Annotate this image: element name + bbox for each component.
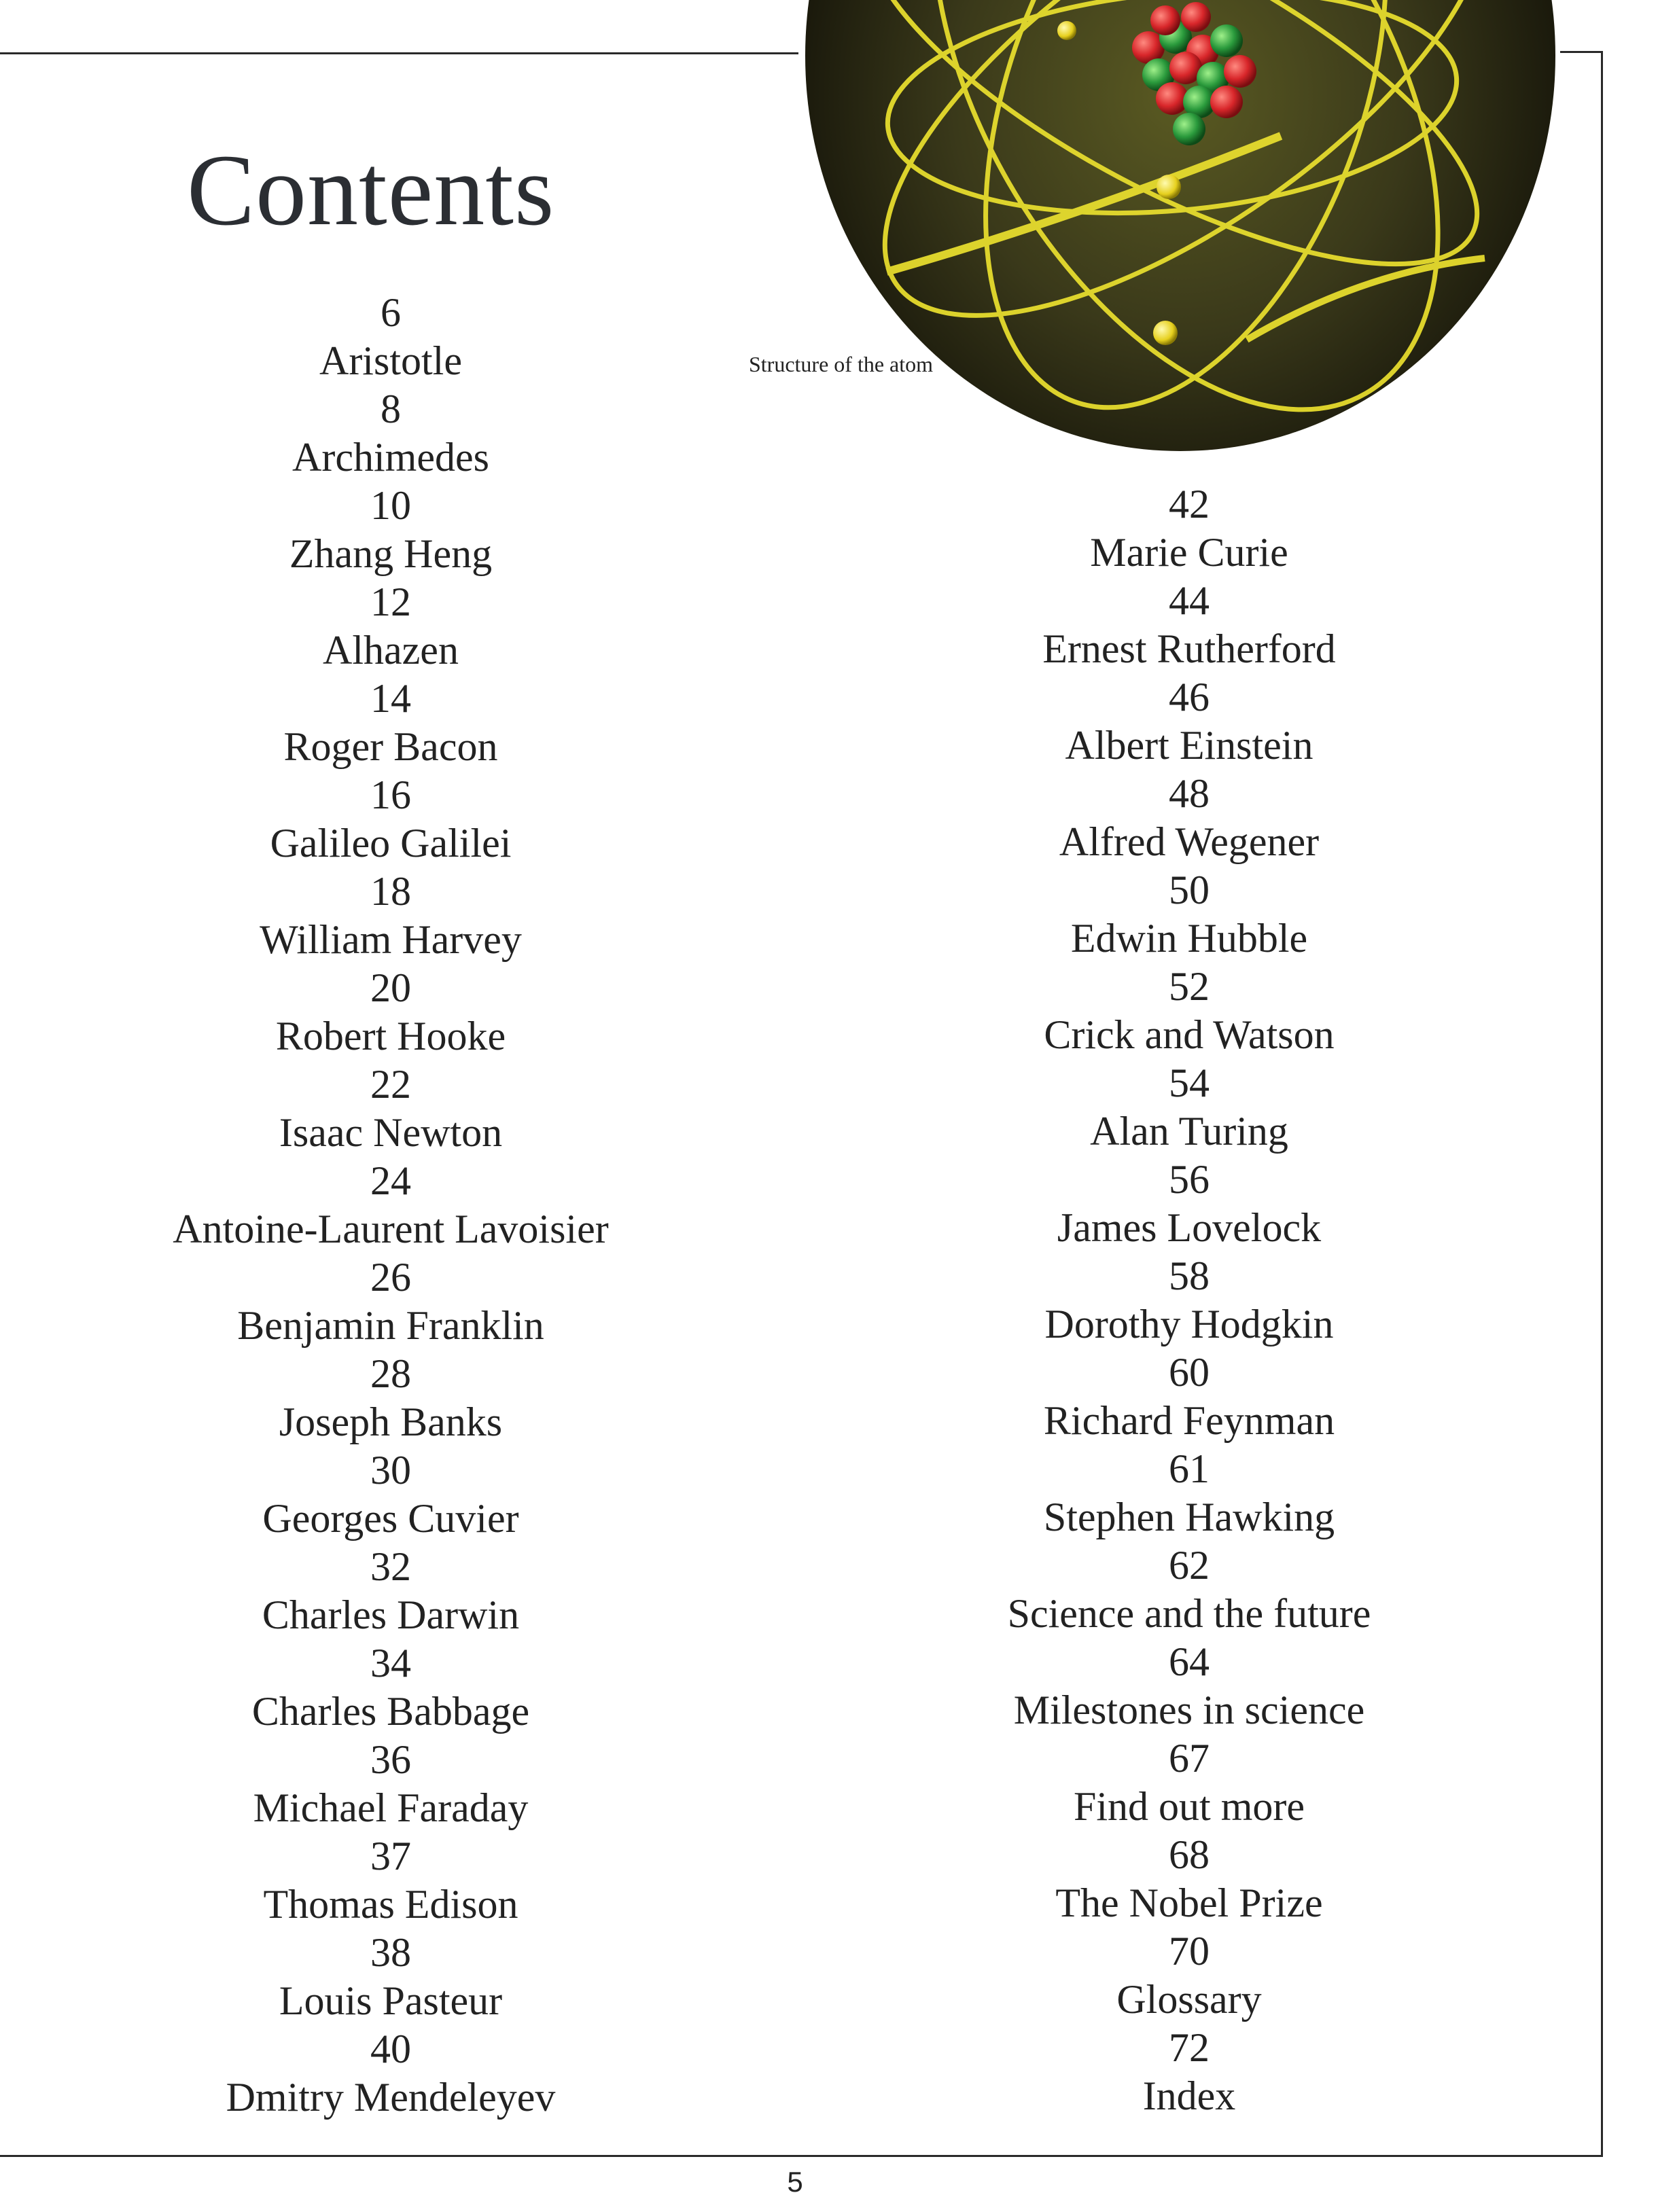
toc-page-number: 42 (1169, 482, 1210, 527)
toc-page-number: 40 (370, 2027, 411, 2071)
toc-entry[interactable] (68, 675, 713, 771)
toc-entry-title: Roger Bacon (283, 724, 498, 769)
toc-entry-title: Dmitry Mendeleyev (226, 2075, 556, 2120)
toc-page-number: 26 (370, 1255, 411, 1300)
toc-entry-title: Archimedes (292, 435, 489, 480)
toc-page-number: 64 (1169, 1639, 1210, 1684)
atom-illustration (805, 0, 1556, 452)
toc-entry[interactable] (68, 1350, 713, 1446)
toc-entry-title: Milestones in science (1013, 1688, 1365, 1732)
toc-entry[interactable] (951, 1059, 1427, 1156)
toc-page-number: 67 (1169, 1736, 1210, 1781)
toc-entry[interactable] (951, 866, 1427, 963)
toc-entry-title: Benjamin Franklin (237, 1303, 544, 1348)
toc-entry-title: James Lovelock (1057, 1205, 1322, 1250)
toc-page-number: 12 (370, 579, 411, 624)
toc-entry-title: Georges Cuvier (262, 1496, 519, 1541)
toc-entry[interactable] (951, 1638, 1427, 1734)
toc-entry-title: Galileo Galilei (270, 821, 512, 866)
toc-entry-title: Marie Curie (1090, 530, 1288, 575)
toc-page-number: 34 (370, 1641, 411, 1685)
toc-page-number: 68 (1169, 1832, 1210, 1877)
toc-entry-title: Charles Babbage (251, 1689, 530, 1734)
toc-entry-title: Isaac Newton (279, 1110, 503, 1155)
toc-page-number: 28 (370, 1351, 411, 1396)
toc-page-number: 54 (1169, 1060, 1210, 1105)
toc-entry[interactable] (68, 964, 713, 1060)
toc-entry[interactable] (951, 2024, 1427, 2120)
toc-entry-title: Alan Turing (1090, 1109, 1288, 1154)
toc-page-number: 50 (1169, 868, 1210, 912)
toc-entry[interactable] (951, 673, 1427, 770)
toc-entry[interactable] (68, 1060, 713, 1157)
toc-page-number: 58 (1169, 1253, 1210, 1298)
toc-page-number: 38 (370, 1930, 411, 1975)
toc-entry[interactable] (68, 1736, 713, 1832)
toc-entry-title: William Harvey (260, 917, 522, 962)
toc-page-number: 62 (1169, 1543, 1210, 1588)
toc-entry-title: Glossary (1116, 1977, 1262, 2022)
toc-entry-title: Edwin Hubble (1070, 916, 1308, 961)
image-caption: Structure of the atom (748, 352, 934, 376)
toc-entry[interactable] (68, 385, 713, 482)
toc-page-number: 61 (1169, 1446, 1210, 1491)
toc-entry-title: Aristotle (319, 338, 462, 383)
toc-entry[interactable] (68, 1639, 713, 1736)
right-border-rule (1601, 51, 1603, 2157)
toc-page-number: 60 (1169, 1350, 1210, 1395)
toc-entry[interactable] (68, 289, 713, 385)
toc-page-number: 10 (370, 483, 411, 528)
toc-entry-title: Alhazen (323, 628, 459, 673)
toc-page-number: 36 (370, 1737, 411, 1782)
toc-entry-title: Index (1142, 2073, 1236, 2118)
toc-entry[interactable] (68, 1543, 713, 1639)
toc-page-number: 44 (1169, 578, 1210, 623)
toc-entry[interactable] (951, 1156, 1427, 1252)
toc-entry[interactable] (951, 963, 1427, 1059)
toc-entry[interactable] (68, 578, 713, 675)
toc-page-number: 56 (1169, 1157, 1210, 1202)
toc-page-number: 18 (370, 869, 411, 914)
toc-entry[interactable] (68, 1253, 713, 1350)
page-title: Contents (187, 134, 555, 247)
toc-entry[interactable] (951, 770, 1427, 866)
toc-entry[interactable] (951, 1445, 1427, 1541)
toc-entry[interactable] (68, 868, 713, 964)
toc-entry-title: Antoine-Laurent Lavoisier (173, 1207, 609, 1251)
toc-page-number: 20 (370, 965, 411, 1010)
toc-page-number: 24 (370, 1158, 411, 1203)
toc-entry[interactable] (68, 1929, 713, 2025)
toc-entry[interactable] (951, 1349, 1427, 1445)
toc-entry-title: Stephen Hawking (1043, 1495, 1335, 1539)
toc-entry[interactable] (951, 1927, 1427, 2024)
toc-page-number: 6 (381, 290, 401, 335)
bottom-rule (0, 2155, 1603, 2157)
toc-entry[interactable] (951, 1734, 1427, 1831)
toc-entry-title: Alfred Wegener (1059, 819, 1320, 864)
toc-entry[interactable] (68, 482, 713, 578)
toc-entry[interactable] (68, 1157, 713, 1253)
toc-page-number: 30 (370, 1448, 411, 1493)
toc-page-number: 37 (370, 1834, 411, 1878)
toc-page-number: 48 (1169, 771, 1210, 816)
toc-entry[interactable] (951, 1831, 1427, 1927)
toc-entry-title: Richard Feynman (1043, 1398, 1335, 1443)
toc-entry[interactable] (951, 577, 1427, 673)
toc-entry-title: Charles Darwin (262, 1592, 520, 1637)
toc-entry[interactable] (68, 2025, 713, 2122)
toc-page-number: 8 (381, 387, 401, 431)
toc-page-number: 22 (370, 1062, 411, 1107)
toc-page-number: 46 (1169, 675, 1210, 719)
toc-entry[interactable] (68, 1832, 713, 1929)
toc-entry-title: Louis Pasteur (279, 1978, 503, 2023)
toc-entry-title: Find out more (1074, 1784, 1305, 1829)
toc-page-number: 16 (370, 772, 411, 817)
top-rule-left (0, 52, 798, 54)
toc-entry-title: Michael Faraday (253, 1785, 529, 1830)
toc-entry-title: Ernest Rutherford (1042, 626, 1336, 671)
contents-column-left (68, 289, 713, 2122)
toc-entry[interactable] (68, 1446, 713, 1543)
toc-entry-title: The Nobel Prize (1055, 1880, 1323, 1925)
toc-page-number: 32 (370, 1544, 411, 1589)
toc-entry[interactable] (951, 1541, 1427, 1638)
toc-entry-title: Albert Einstein (1065, 723, 1313, 768)
toc-entry-title: Crick and Watson (1044, 1012, 1335, 1057)
toc-entry-title: Science and the future (1007, 1591, 1371, 1636)
toc-entry[interactable] (951, 480, 1427, 577)
toc-entry-title: Zhang Heng (289, 531, 493, 576)
toc-entry-title: Dorothy Hodgkin (1044, 1302, 1334, 1346)
toc-page-number: 52 (1169, 964, 1210, 1009)
top-rule-right (1560, 51, 1602, 53)
toc-entry-title: Joseph Banks (279, 1399, 503, 1444)
toc-entry[interactable] (68, 771, 713, 868)
toc-page-number: 14 (370, 676, 411, 721)
contents-column-right (951, 480, 1427, 2120)
toc-page-number: 70 (1169, 1929, 1210, 1974)
toc-entry[interactable] (951, 1252, 1427, 1349)
page-number: 5 (787, 2166, 803, 2198)
toc-page-number: 72 (1169, 2025, 1210, 2070)
toc-entry-title: Thomas Edison (263, 1882, 518, 1927)
toc-entry-title: Robert Hooke (275, 1014, 506, 1058)
